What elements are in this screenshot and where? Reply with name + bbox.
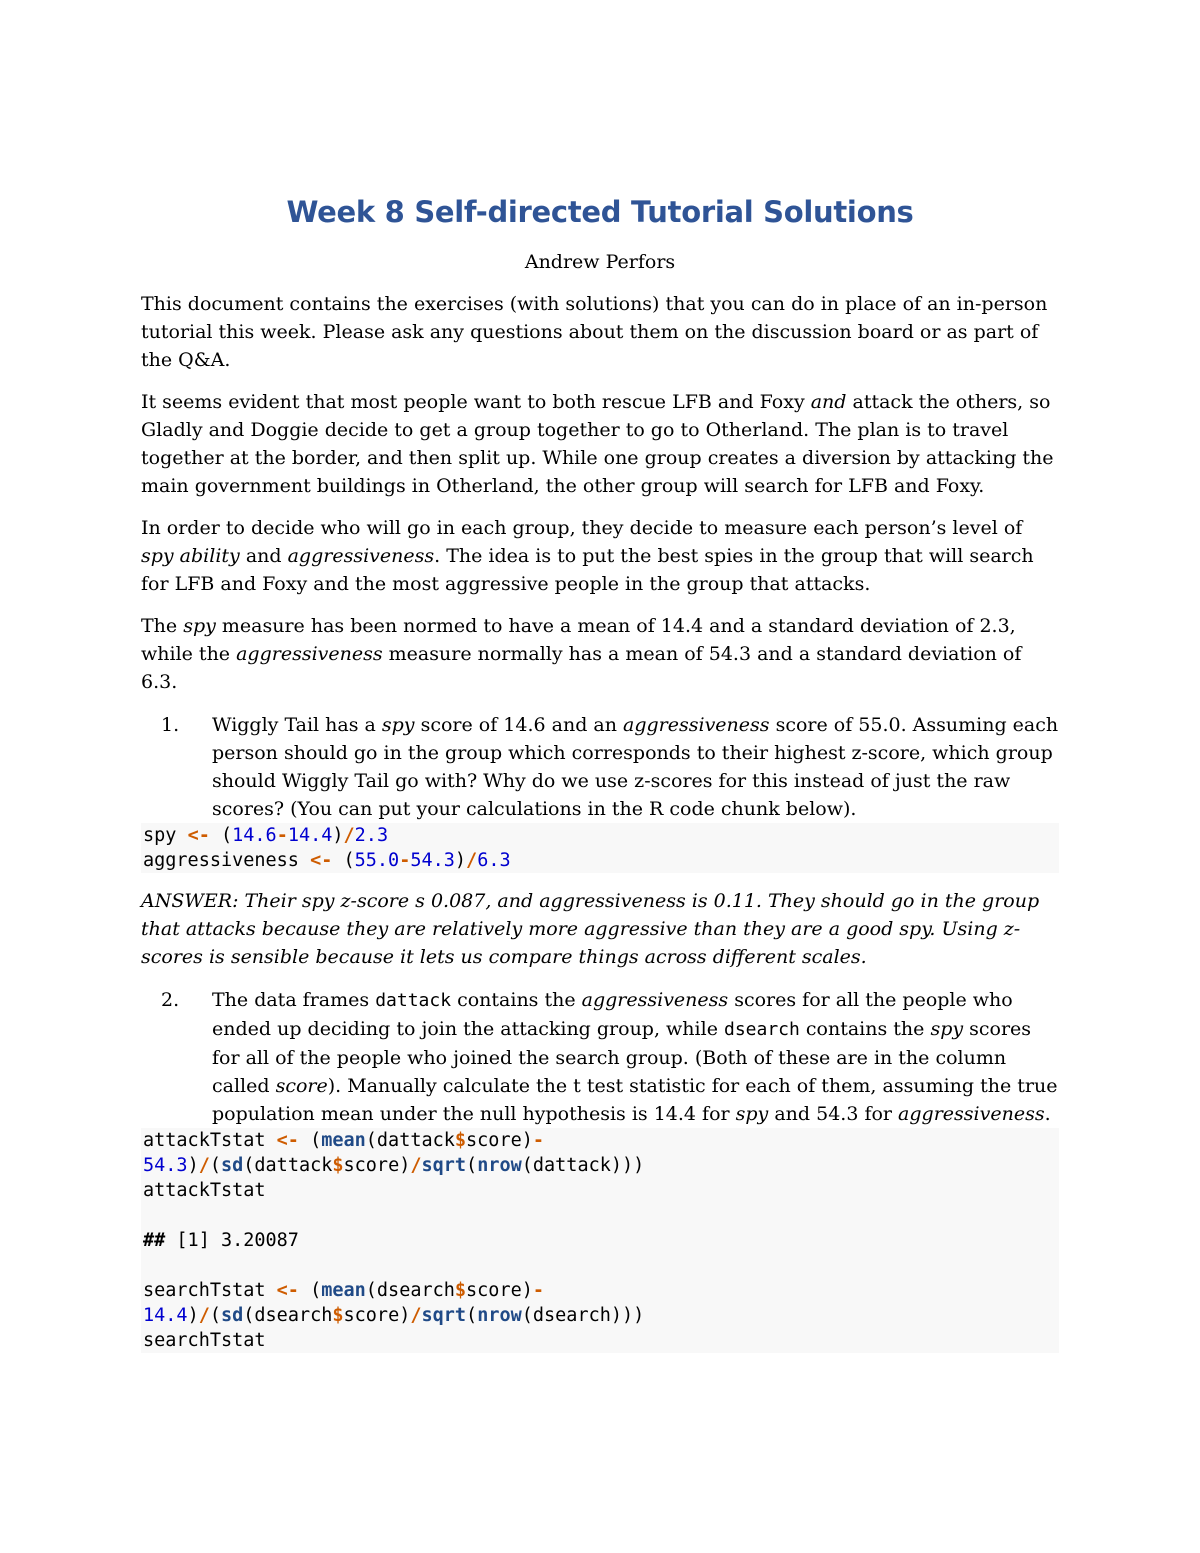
question-1 bbox=[141, 711, 1059, 823]
code-operator: / bbox=[343, 825, 355, 846]
text-span: . The idea is to put the best spies in the group that will search for LFB and Foxy and the most aggressive people in the group that attacks. bbox=[141, 545, 1034, 595]
text-span: The data frames bbox=[212, 989, 376, 1011]
code-function: sqrt bbox=[421, 1155, 467, 1176]
text-span: scores for all of the people who joined the search group. (Both of these are in the column called bbox=[212, 1018, 1032, 1097]
code-number: 6.3 bbox=[477, 850, 511, 871]
question-2 bbox=[141, 986, 1059, 1128]
code-token: ( bbox=[209, 1305, 221, 1326]
code-line: searchTstat bbox=[141, 1328, 1059, 1353]
code-number: 14.6 bbox=[232, 825, 277, 846]
code-chunk-zscores bbox=[141, 823, 1059, 873]
code-operator: <- bbox=[310, 850, 333, 871]
code-operator: - bbox=[399, 850, 411, 871]
text-span: The bbox=[141, 615, 184, 637]
code-operator: $ bbox=[332, 1155, 344, 1176]
text-span: measure has been normed to have a mean of 14.4 and a standard deviation of 2.3, while the bbox=[141, 615, 1016, 665]
inline-code: dsearch bbox=[723, 1019, 800, 1040]
code-token: ) bbox=[454, 850, 467, 871]
text-span: attack the others, so Gladly and Doggie decide to get a group together to go to Otherland. The plan is to travel together at the border, and then split up. While one group creates a diversion by attacking the main government buildings in Otherland, the other group will search for LFB and Foxy. bbox=[141, 391, 1054, 497]
code-line: attackTstat bbox=[141, 1178, 1059, 1203]
code-function: sqrt bbox=[421, 1305, 467, 1326]
code-token: ( bbox=[209, 1155, 221, 1176]
emphasis-text: spy bbox=[930, 1018, 964, 1040]
code-number: 54.3 bbox=[410, 850, 455, 871]
text-span: contains the bbox=[451, 989, 582, 1011]
code-token: (dattack bbox=[243, 1155, 333, 1176]
emphasis-text: spy ability bbox=[141, 545, 240, 567]
code-operator: - bbox=[276, 825, 288, 846]
code-token: ) bbox=[187, 1155, 199, 1176]
code-number: 2.3 bbox=[354, 825, 389, 846]
code-operator: <- bbox=[276, 1130, 299, 1151]
code-comment: ## bbox=[143, 1230, 166, 1251]
code-token: (dattack bbox=[365, 1130, 455, 1151]
code-number: 14.4 bbox=[143, 1305, 188, 1326]
code-operator: / bbox=[410, 1155, 422, 1176]
code-output: [1] 3.20087 bbox=[165, 1230, 299, 1251]
inline-code: dattack bbox=[375, 990, 452, 1011]
text-span: Wiggly Tail has a bbox=[212, 714, 382, 736]
code-operator: $ bbox=[454, 1130, 467, 1151]
list-number: 1. bbox=[161, 714, 180, 736]
text-span: . bbox=[1044, 1103, 1051, 1125]
groups-paragraph bbox=[141, 514, 1059, 598]
code-line bbox=[141, 848, 1059, 873]
code-operator: / bbox=[466, 850, 478, 871]
code-token: ) bbox=[332, 825, 344, 846]
code-operator: / bbox=[198, 1155, 210, 1176]
code-operator: / bbox=[198, 1305, 210, 1326]
code-token: searchTstat bbox=[143, 1280, 277, 1301]
text-span: score of 55.0. Assuming each person should go in the group which corresponds to their highest z-score, which group should Wiggly Tail go with? Why do we use z-scores for this instead of just the raw scores? (You can put your calculations in the R code chunk below). bbox=[212, 714, 1059, 820]
text-span: It seems evident that most people want to both rescue LFB and Foxy bbox=[141, 391, 811, 413]
code-token: aggressiveness bbox=[143, 850, 311, 871]
code-line bbox=[141, 1278, 1059, 1303]
text-span: score of 14.6 and an bbox=[414, 714, 624, 736]
emphasis-text: aggressiveness bbox=[236, 643, 383, 665]
code-operator: / bbox=[410, 1305, 422, 1326]
list-number: 2. bbox=[161, 989, 180, 1011]
document-title: Week 8 Self-directed Tutorial Solutions bbox=[286, 195, 914, 229]
text-span: and bbox=[239, 545, 288, 567]
code-token: attackTstat bbox=[143, 1130, 277, 1151]
emphasis-text: and bbox=[810, 391, 847, 413]
text-span: measure normally has a mean of 54.3 and a standard deviation of 6.3. bbox=[141, 643, 1022, 693]
code-token: score) bbox=[466, 1130, 533, 1151]
code-number: 54.3 bbox=[143, 1155, 188, 1176]
code-number: 14.4 bbox=[287, 825, 333, 846]
code-function: mean bbox=[321, 1130, 366, 1151]
code-line bbox=[141, 823, 1059, 848]
text-span: In order to decide who will go in each group, they decide to measure each person’s level of bbox=[141, 517, 1023, 539]
code-operator: - bbox=[532, 1130, 544, 1151]
code-token: score) bbox=[466, 1280, 533, 1301]
answer-1: ANSWER: Their spy z-score s 0.087, and aggressiveness is 0.11. They should go in the group that attacks because they are relatively more aggressive than they are a good spy. Using z-scores is sensible because it lets us compare things across different scales. bbox=[141, 890, 1040, 968]
code-token: score) bbox=[343, 1155, 411, 1176]
code-token: ( bbox=[466, 1305, 478, 1326]
code-token: score) bbox=[343, 1305, 411, 1326]
code-function: sd bbox=[220, 1305, 244, 1326]
emphasis-text: aggressiveness bbox=[581, 989, 729, 1011]
emphasis-text: aggressiveness bbox=[287, 545, 435, 567]
code-token: (dsearch bbox=[365, 1280, 455, 1301]
emphasis-text: aggressiveness bbox=[623, 714, 770, 736]
norms-paragraph bbox=[141, 612, 1059, 696]
code-token: spy bbox=[143, 825, 188, 846]
text-span: scores for all the people who ended up deciding to join the attacking group, while bbox=[212, 989, 1013, 1040]
document-body bbox=[141, 190, 1059, 1353]
code-chunk-tstats bbox=[141, 1128, 1059, 1353]
code-line bbox=[141, 1153, 1059, 1178]
emphasis-text: spy bbox=[735, 1103, 769, 1125]
code-token: ( bbox=[298, 1280, 322, 1301]
scenario-paragraph bbox=[141, 388, 1059, 500]
emphasis-text: spy bbox=[381, 714, 415, 736]
intro-paragraph: This document contains the exercises (with solutions) that you can do in place of an in-person tutorial this week. Please ask any questions about them on the discussion board or as part of the Q&A. bbox=[141, 293, 1048, 371]
code-line bbox=[141, 1303, 1059, 1328]
code-token: (dattack))) bbox=[521, 1155, 645, 1176]
code-blank-line bbox=[141, 1203, 1059, 1228]
code-token: ( bbox=[298, 1130, 322, 1151]
code-operator: $ bbox=[454, 1280, 467, 1301]
code-token: ) bbox=[187, 1305, 199, 1326]
code-blank-line bbox=[141, 1253, 1059, 1278]
emphasis-text: score bbox=[275, 1075, 328, 1097]
code-token: (dsearch bbox=[243, 1305, 333, 1326]
code-operator: $ bbox=[332, 1305, 344, 1326]
code-operator: <- bbox=[276, 1280, 299, 1301]
emphasis-text: spy bbox=[183, 615, 216, 637]
code-number: 55.0 bbox=[354, 850, 400, 871]
code-function: nrow bbox=[477, 1305, 522, 1326]
code-token: ( bbox=[466, 1155, 478, 1176]
emphasis-text: aggressiveness bbox=[898, 1103, 1045, 1125]
code-token: (dsearch))) bbox=[521, 1305, 645, 1326]
code-token: ( bbox=[209, 825, 233, 846]
document-author: Andrew Perfors bbox=[524, 251, 676, 273]
code-line bbox=[141, 1128, 1059, 1153]
code-token: ( bbox=[332, 850, 355, 871]
text-span: contains the bbox=[799, 1018, 931, 1040]
code-output-line bbox=[141, 1228, 1059, 1253]
code-function: mean bbox=[321, 1280, 366, 1301]
code-function: sd bbox=[220, 1155, 244, 1176]
code-operator: - bbox=[532, 1280, 544, 1301]
code-operator: <- bbox=[187, 825, 210, 846]
text-span: and 54.3 for bbox=[768, 1103, 899, 1125]
code-function: nrow bbox=[477, 1155, 522, 1176]
text-span: ). Manually calculate the t test statistic for each of them, assuming the true population mean under the null hypothesis is 14.4 for bbox=[212, 1075, 1058, 1125]
